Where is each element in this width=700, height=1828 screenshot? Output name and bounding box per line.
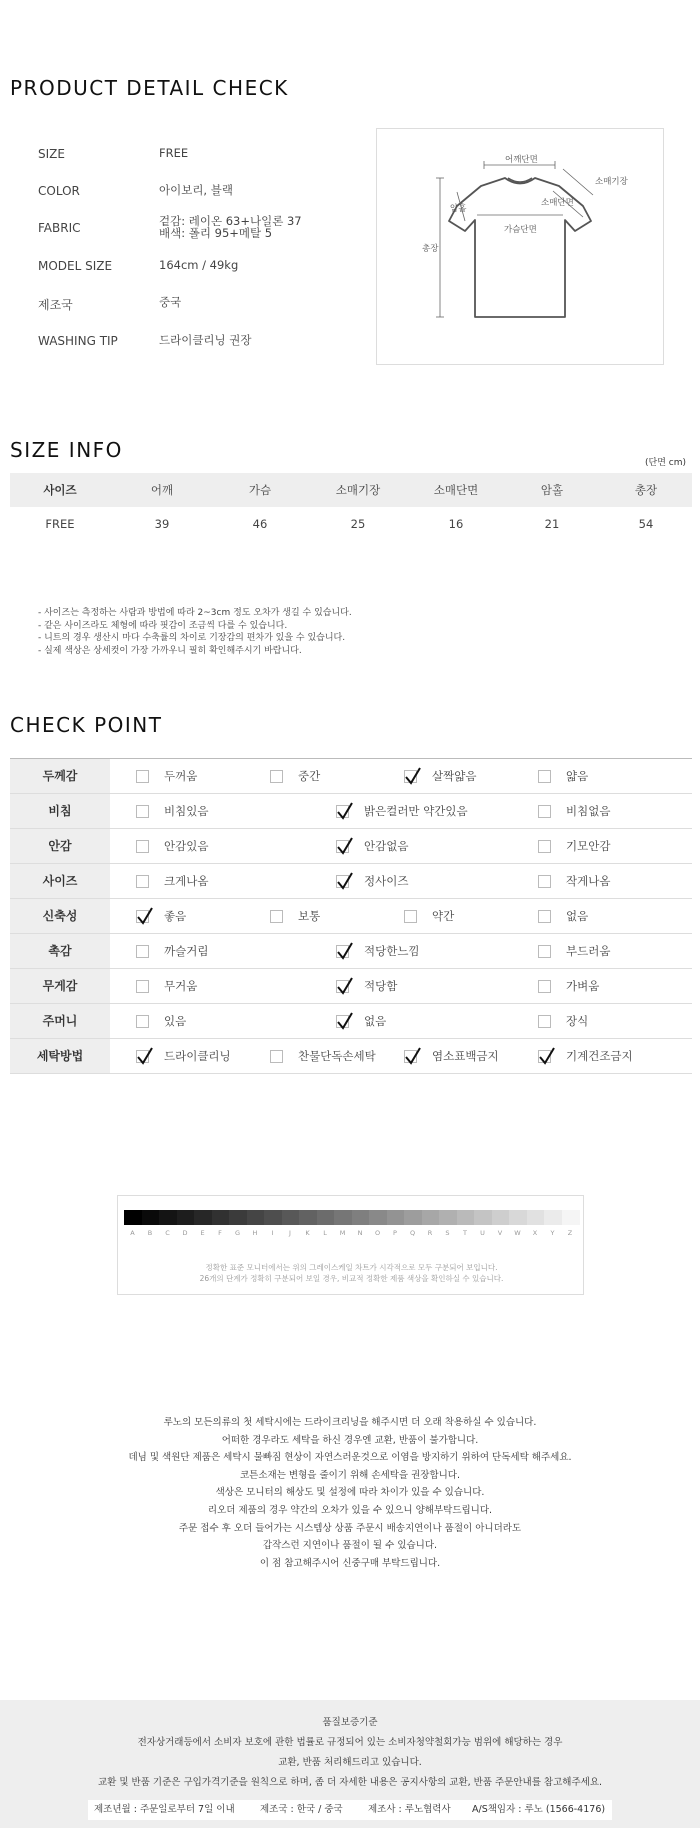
size-header-cell: 가슴 [248, 483, 272, 497]
check-option-label: 적당함 [364, 979, 398, 993]
check-row-label: 두께감 [10, 759, 110, 793]
checkbox-checked-icon [404, 1050, 417, 1063]
grayscale-letter: R [427, 1229, 433, 1237]
grayscale-step [142, 1210, 160, 1225]
size-table-header [10, 473, 692, 507]
grayscale-letter: P [393, 1229, 397, 1237]
care-line: 주문 접수 후 오더 들어가는 시스템상 상품 주문시 배송지연이나 품절이 아니더라도 [178, 1522, 522, 1534]
spec-value-secondary: 배색: 폴리 95+메탈 5 [159, 226, 273, 240]
check-row [10, 759, 692, 794]
check-option-label: 얇음 [566, 769, 589, 783]
product-info-bar [88, 1800, 612, 1820]
spec-label: MODEL SIZE [38, 259, 113, 273]
checkbox-empty-icon [136, 770, 149, 783]
checkbox-empty-icon [136, 1015, 149, 1028]
check-option-label: 있음 [164, 1014, 187, 1028]
checkbox-checked-icon [136, 910, 149, 923]
grayscale-letter: C [165, 1229, 170, 1237]
grayscale-letter: J [289, 1229, 291, 1237]
check-option-label: 약간 [432, 909, 455, 923]
check-option-label: 두꺼움 [164, 769, 198, 783]
grayscale-letter: F [218, 1229, 222, 1237]
size-note: - 같은 사이즈라도 체형에 따라 핏감이 조금씩 다를 수 있습니다. [38, 620, 288, 631]
check-row [10, 794, 692, 829]
check-row [10, 1039, 692, 1074]
size-unit-note: (단면 cm) [645, 458, 686, 468]
grayscale-step [509, 1210, 527, 1225]
made-date: 제조년월 : 주문일로부터 7일 이내 [94, 1804, 235, 1815]
checkbox-checked-icon [336, 945, 349, 958]
grayscale-letter: X [532, 1229, 538, 1237]
grayscale-step [492, 1210, 510, 1225]
grayscale-letter: E [200, 1229, 205, 1237]
care-line: 갑작스런 지연이나 품절이 될 수 있습니다. [262, 1540, 438, 1552]
checkbox-checked-icon [336, 980, 349, 993]
checkbox-checked-icon [136, 1050, 149, 1063]
check-row [10, 899, 692, 934]
size-cell: 16 [448, 517, 464, 531]
spec-value: 중국 [159, 295, 182, 309]
diagram-label-sleeve-length: 소매기장 [595, 177, 628, 187]
size-header-cell: 소매단면 [433, 483, 479, 497]
grayscale-note: 정확한 표준 모니터에서는 위의 그레이스케일 차트가 시각적으로 모두 구분되어 보입니다. [205, 1263, 498, 1272]
spec-value: 겉감: 레이온 63+나일론 37 [159, 214, 302, 228]
check-row [10, 864, 692, 899]
grayscale-step [369, 1210, 387, 1225]
check-option-label: 크게나옴 [164, 874, 209, 888]
diagram-label-sleeve-width: 소매단면 [541, 198, 574, 208]
care-line: 루노의 모든의류의 첫 세탁시에는 드라이크리닝을 해주시면 더 오래 착용하실 수 있습니다. [163, 1417, 537, 1428]
check-row [10, 1004, 692, 1039]
grayscale-step [229, 1210, 247, 1225]
size-info-title: SIZE INFO [10, 438, 123, 462]
checkbox-empty-icon [538, 770, 551, 783]
check-option-label: 없음 [364, 1014, 387, 1028]
check-option-label: 비침없음 [566, 804, 611, 818]
check-option-label: 정사이즈 [364, 874, 409, 888]
size-note: - 니트의 경우 생산시 마다 수축률의 차이로 기장감의 편차가 있을 수 있습니다. [38, 633, 346, 644]
care-line: 데님 및 색원단 제품은 세탁시 물빠짐 현상이 자연스러운것으로 이염을 방지하기 위하여 단독세탁 해주세요. [128, 1452, 572, 1464]
diagram-label-length: 총장 [422, 244, 439, 254]
size-cell: 21 [544, 517, 560, 531]
care-line: 코튼소재는 변형을 줄이기 위해 손세탁을 권장합니다. [239, 1469, 460, 1481]
check-option-label: 좋음 [164, 909, 187, 923]
grayscale-step [194, 1210, 212, 1225]
grayscale-step [124, 1210, 142, 1225]
check-option-label: 없음 [566, 909, 589, 923]
grayscale-letter: T [463, 1229, 467, 1237]
grayscale-step [544, 1210, 562, 1225]
grayscale-step [387, 1210, 405, 1225]
grayscale-step [299, 1210, 317, 1225]
check-option-label: 장식 [566, 1014, 589, 1028]
table-row [10, 507, 692, 541]
check-option-label: 살짝얇음 [432, 769, 477, 783]
size-header-cell: 총장 [634, 483, 658, 497]
spec-label: FABRIC [38, 221, 81, 235]
size-note: - 실제 색상은 상세컷이 가장 가까우니 필히 확인해주시기 바랍니다. [38, 645, 302, 656]
check-option-label: 적당한느낌 [364, 944, 420, 958]
check-option-label: 까슬거림 [164, 944, 209, 958]
check-row-label: 사이즈 [10, 864, 110, 898]
checkbox-empty-icon [538, 945, 551, 958]
grayscale-letter: G [234, 1229, 241, 1237]
grayscale-letter: Q [409, 1229, 416, 1237]
grayscale-step [282, 1210, 300, 1225]
spec-label: SIZE [38, 147, 65, 161]
check-option-label: 드라이클리닝 [164, 1049, 231, 1063]
spec-value: 아이보리, 블랙 [159, 183, 233, 197]
size-header-cell: 소매기장 [335, 483, 381, 497]
grayscale-letter: K [305, 1229, 310, 1237]
grayscale-step [317, 1210, 335, 1225]
care-line: 리오더 제품의 경우 약간의 오차가 있을 수 있으니 양해부탁드립니다. [207, 1504, 493, 1516]
grayscale-letter: H [252, 1229, 258, 1237]
as-contact: A/S책임자 : 루노 (1566-4176) [472, 1804, 606, 1815]
grayscale-letter: U [480, 1229, 485, 1237]
checkbox-empty-icon [270, 1050, 283, 1063]
check-row-label: 안감 [10, 829, 110, 863]
checkbox-checked-icon [336, 875, 349, 888]
grayscale-step [334, 1210, 352, 1225]
check-option-label: 찬물단독손세탁 [298, 1049, 376, 1063]
checkbox-checked-icon [404, 770, 417, 783]
grayscale-letter: N [357, 1229, 363, 1237]
checkbox-empty-icon [270, 910, 283, 923]
checkbox-checked-icon [336, 805, 349, 818]
check-point-title: CHECK POINT [10, 713, 163, 737]
checkbox-empty-icon [538, 805, 551, 818]
footer-line: 교환, 반품 처리해드리고 있습니다. [278, 1757, 422, 1768]
grayscale-step [212, 1210, 230, 1225]
grayscale-letter: Y [550, 1229, 555, 1237]
grayscale-letter: Z [567, 1229, 573, 1237]
size-cell: 25 [350, 517, 366, 531]
check-row-label: 신축성 [10, 899, 110, 933]
check-row [10, 829, 692, 864]
check-option-label: 무거움 [164, 979, 198, 993]
checkbox-empty-icon [136, 875, 149, 888]
footer-line: 전자상거래등에서 소비자 보호에 관한 법률로 규정되어 있는 소비자청약철회가능 범위에 해당하는 경우 [137, 1737, 563, 1748]
checkbox-checked-icon [538, 1050, 551, 1063]
grayscale-step [422, 1210, 440, 1225]
size-cell: 39 [154, 517, 170, 531]
size-cell: 54 [638, 517, 654, 531]
grayscale-letter: V [497, 1229, 503, 1237]
tshirt-measurement-diagram [376, 128, 664, 365]
size-note: - 사이즈는 측정하는 사람과 방법에 따라 2~3cm 정도 오차가 생길 수 있습니다. [38, 608, 352, 618]
check-option-label: 염소표백금지 [432, 1049, 499, 1063]
grayscale-letter: M [339, 1229, 346, 1237]
spec-label: 제조국 [38, 298, 73, 312]
grayscale-note: 26개의 단계가 정확히 구분되어 보일 경우, 비교적 정확한 제품 색상을 확인하실 수 있습니다. [199, 1274, 504, 1283]
grayscale-letter: L [323, 1229, 327, 1237]
grayscale-step [159, 1210, 177, 1225]
check-row-label: 주머니 [10, 1004, 110, 1038]
spec-value: 드라이클리닝 권장 [159, 333, 252, 347]
check-row-label: 무게감 [10, 969, 110, 1003]
checkbox-empty-icon [136, 945, 149, 958]
grayscale-step [177, 1210, 195, 1225]
check-row [10, 934, 692, 969]
check-row [10, 969, 692, 1004]
grayscale-letter: W [514, 1229, 521, 1237]
size-header-cell: 암홀 [540, 483, 564, 497]
check-option-label: 기계건조금지 [566, 1049, 633, 1063]
diagram-label-armhole: 암홀 [450, 204, 467, 214]
checkbox-empty-icon [538, 910, 551, 923]
spec-value: FREE [159, 146, 189, 160]
care-line: 이 점 참고해주시어 신중구매 부탁드립니다. [259, 1557, 441, 1569]
check-point-table [10, 758, 692, 1063]
size-header-cell: 사이즈 [43, 483, 77, 497]
spec-label: COLOR [38, 184, 80, 198]
grayscale-letter: A [130, 1229, 135, 1237]
footer-line: 교환 및 반품 기준은 구입가격기준을 원칙으로 하며, 좀 더 자세한 내용은 공지사항의 교환, 반품 주문안내를 참고해주세요. [97, 1777, 603, 1788]
quality-guarantee-footer [0, 1700, 700, 1828]
check-row-label: 촉감 [10, 934, 110, 968]
grayscale-step [404, 1210, 422, 1225]
checkbox-empty-icon [538, 875, 551, 888]
check-option-label: 비침있음 [164, 804, 209, 818]
size-cell: FREE [45, 517, 75, 531]
grayscale-letters [124, 1229, 579, 1239]
grayscale-step [264, 1210, 282, 1225]
check-option-label: 밝은컬러만 약간있음 [364, 804, 468, 818]
checkbox-checked-icon [336, 1015, 349, 1028]
grayscale-letter: O [374, 1229, 381, 1237]
grayscale-step [439, 1210, 457, 1225]
grayscale-step [247, 1210, 265, 1225]
grayscale-step [474, 1210, 492, 1225]
check-option-label: 작게나옴 [566, 874, 611, 888]
product-detail-title: PRODUCT DETAIL CHECK [10, 76, 289, 100]
check-option-label: 중간 [298, 769, 321, 783]
diagram-label-shoulder: 어깨단면 [505, 155, 538, 165]
checkbox-empty-icon [136, 980, 149, 993]
checkbox-empty-icon [538, 840, 551, 853]
care-line: 색상은 모니터의 해상도 및 설정에 따라 차이가 있을 수 있습니다. [215, 1487, 485, 1499]
grayscale-letter: S [445, 1229, 450, 1237]
care-line: 어떠한 경우라도 세탁을 하신 경우엔 교환, 반품이 불가합니다. [221, 1434, 479, 1446]
grayscale-letter: I [271, 1229, 274, 1237]
size-notes [38, 607, 638, 657]
grayscale-chart [117, 1195, 584, 1295]
check-option-label: 가벼움 [566, 979, 600, 993]
checkbox-empty-icon [404, 910, 417, 923]
spec-value: 164cm / 49kg [159, 258, 239, 272]
footer-title: 품질보증기준 [322, 1717, 378, 1728]
grayscale-step [527, 1210, 545, 1225]
care-notice [0, 1414, 700, 1572]
checkbox-empty-icon [136, 840, 149, 853]
grayscale-letter: B [147, 1229, 153, 1237]
check-row-label: 세탁방법 [10, 1039, 110, 1073]
grayscale-step [457, 1210, 475, 1225]
maker: 제조사 : 루노협력사 [368, 1804, 451, 1815]
checkbox-empty-icon [538, 980, 551, 993]
grayscale-ramp [124, 1210, 579, 1225]
grayscale-step [562, 1210, 580, 1225]
check-option-label: 부드러움 [566, 944, 611, 958]
check-option-label: 안감있음 [164, 839, 209, 853]
check-row-label: 비침 [10, 794, 110, 828]
checkbox-checked-icon [336, 840, 349, 853]
size-cell: 46 [252, 517, 268, 531]
checkbox-empty-icon [538, 1015, 551, 1028]
check-option-label: 보통 [298, 909, 321, 923]
grayscale-letter: D [182, 1229, 188, 1237]
checkbox-empty-icon [136, 805, 149, 818]
check-option-label: 안감없음 [364, 839, 409, 853]
check-option-label: 기모안감 [566, 839, 611, 853]
checkbox-empty-icon [270, 770, 283, 783]
origin: 제조국 : 한국 / 중국 [260, 1804, 343, 1815]
diagram-label-chest: 가슴단면 [504, 225, 537, 235]
spec-label: WASHING TIP [38, 334, 118, 348]
size-header-cell: 어깨 [150, 483, 174, 497]
grayscale-step [352, 1210, 370, 1225]
